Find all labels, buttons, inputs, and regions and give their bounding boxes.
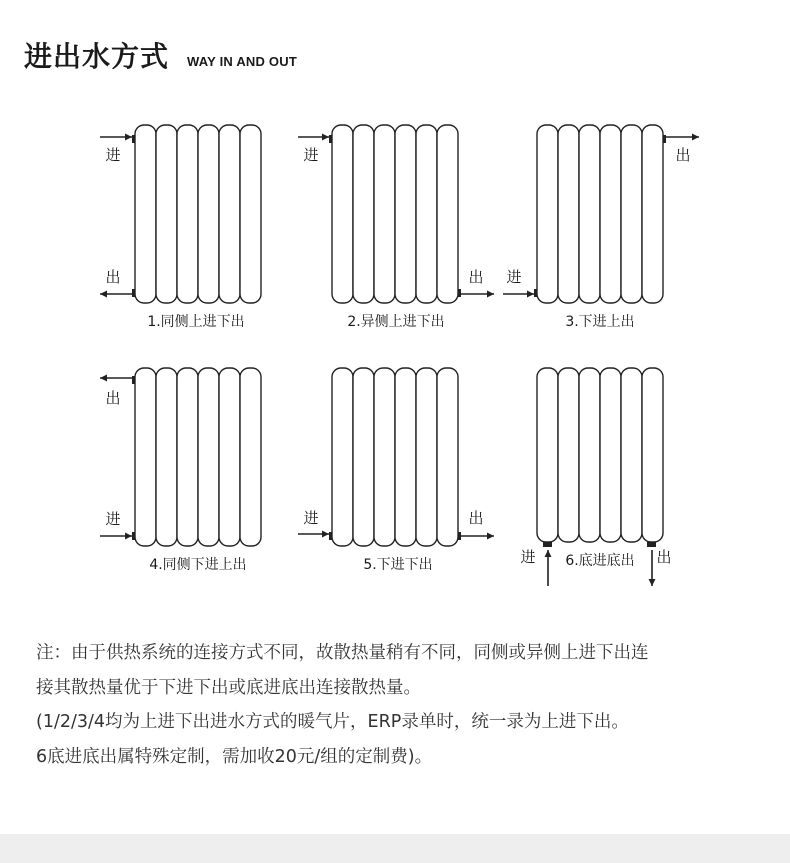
note-line: 6底进底出属特殊定制，需加收20元/组的定制费)。	[36, 746, 433, 767]
radiator-column	[177, 125, 198, 303]
radiator-caption: 5.下进下出	[363, 557, 433, 573]
arrow-head	[322, 134, 329, 141]
radiator-column	[332, 125, 353, 303]
section-subtitle: WAY IN AND OUT	[187, 54, 297, 69]
radiator-column	[374, 368, 395, 546]
pipe-port	[543, 542, 552, 547]
footer-bar	[0, 834, 790, 863]
note-line: 接其散热量优于下进下出或底进底出连接散热量。	[36, 677, 421, 698]
arrow-head	[487, 291, 494, 298]
radiator-column	[600, 368, 621, 542]
arrow-head	[649, 579, 656, 586]
outlet-label: 出	[105, 268, 121, 286]
arrow-head	[487, 533, 494, 540]
note-line: (1/2/3/4均为上进下出进水方式的暖气片，ERP录单时，统一录为上进下出。	[36, 712, 629, 732]
pipe-port	[458, 532, 461, 540]
pipe-port	[329, 532, 332, 540]
radiator-column	[642, 125, 663, 303]
pipe-port	[132, 135, 135, 143]
radiator-column	[416, 125, 437, 303]
radiator-column	[537, 125, 558, 303]
radiator-column	[600, 125, 621, 303]
radiator-column	[621, 368, 642, 542]
radiator-column	[135, 368, 156, 546]
outlet-label: 出	[656, 548, 672, 566]
arrow-head	[692, 134, 699, 141]
arrow-head	[527, 291, 534, 298]
radiator-column	[177, 368, 198, 546]
radiator-column	[537, 368, 558, 542]
radiator-column	[198, 368, 219, 546]
radiator-column	[437, 368, 458, 546]
inlet-label: 进	[303, 146, 319, 164]
pipe-port	[329, 135, 332, 143]
radiator-diagram	[0, 110, 790, 600]
radiator-caption: 4.同侧下进上出	[149, 557, 247, 573]
radiator-column	[240, 368, 261, 546]
radiator-column	[579, 368, 600, 542]
outlet-label: 出	[675, 146, 691, 164]
radiator-column	[156, 368, 177, 546]
radiator-column	[135, 125, 156, 303]
pipe-port	[132, 376, 135, 384]
radiator-column	[156, 125, 177, 303]
installation-note	[36, 636, 766, 774]
radiator-column	[332, 368, 353, 546]
radiator-column	[437, 125, 458, 303]
radiator-column	[395, 125, 416, 303]
pipe-port	[132, 289, 135, 297]
arrow-head	[100, 375, 107, 382]
section-title: 进出水方式	[24, 40, 170, 73]
radiator-column	[579, 125, 600, 303]
inlet-label: 进	[303, 509, 319, 527]
arrow-head	[100, 291, 107, 298]
pipe-port	[534, 289, 537, 297]
radiator-caption: 2.异侧上进下出	[347, 314, 445, 330]
outlet-label: 出	[468, 268, 484, 286]
radiator-column	[416, 368, 437, 546]
pipe-port	[647, 542, 656, 547]
radiator-caption: 1.同侧上进下出	[147, 314, 245, 330]
radiator-column	[558, 125, 579, 303]
radiator-column	[353, 368, 374, 546]
radiator-column	[219, 368, 240, 546]
note-line: 注：由于供热系统的连接方式不同，故散热量稍有不同，同侧或异侧上进下出连	[36, 643, 649, 663]
radiator-column	[219, 125, 240, 303]
arrow-head	[125, 134, 132, 141]
pipe-port	[132, 532, 135, 540]
radiator-caption: 6.底进底出	[565, 553, 635, 569]
radiator-column	[374, 125, 395, 303]
inlet-label: 进	[105, 510, 121, 528]
section-header	[24, 40, 297, 74]
pipe-port	[663, 135, 666, 143]
radiator-column	[621, 125, 642, 303]
radiator-column	[558, 368, 579, 542]
inlet-label: 进	[105, 146, 121, 164]
radiator-column	[642, 368, 663, 542]
inlet-label: 进	[506, 268, 522, 286]
outlet-label: 出	[105, 389, 121, 407]
radiator-column	[353, 125, 374, 303]
radiator-column	[240, 125, 261, 303]
radiator-column	[395, 368, 416, 546]
radiator-column	[198, 125, 219, 303]
arrow-head	[322, 531, 329, 538]
pipe-port	[458, 289, 461, 297]
outlet-label: 出	[468, 509, 484, 527]
arrow-head	[125, 533, 132, 540]
arrow-head	[545, 550, 552, 557]
inlet-label: 进	[520, 548, 536, 566]
radiator-caption: 3.下进上出	[565, 314, 635, 330]
